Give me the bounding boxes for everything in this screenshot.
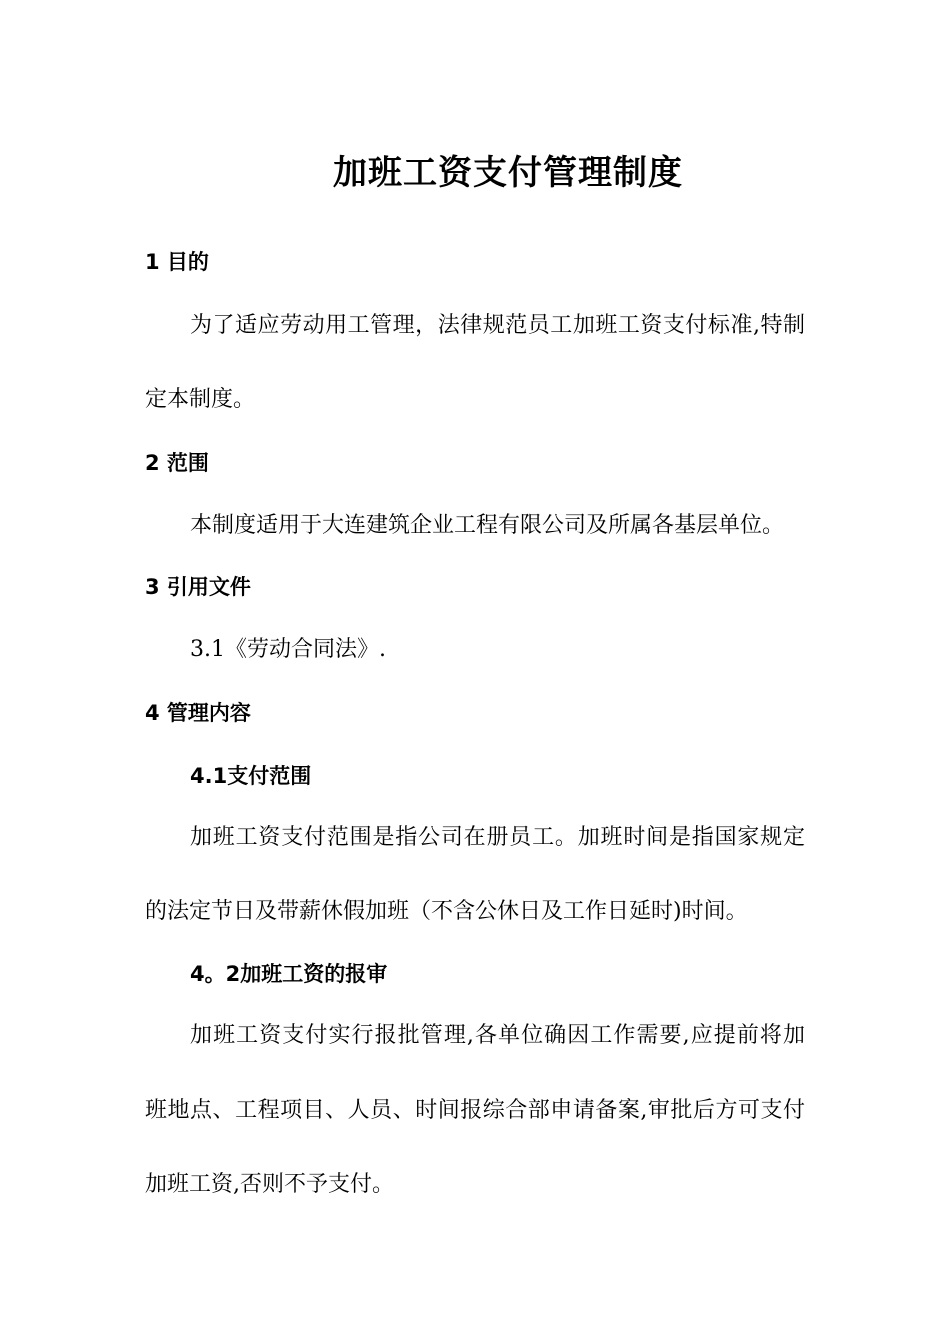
section-1-paragraph-line-2: 定本制度。 (145, 387, 256, 412)
section-2-heading: 2 范围 (145, 451, 209, 475)
section-4-1-heading: 4.1支付范围 (190, 764, 312, 788)
section-4-heading: 4 管理内容 (145, 701, 251, 725)
section-4-2-paragraph-line-2: 班地点、工程项目、人员、时间报综合部申请备案,审批后方可支付 (145, 1098, 805, 1123)
section-4-2-paragraph-line-1: 加班工资支付实行报批管理,各单位确因工作需要,应提前将加 (190, 1023, 805, 1048)
section-1-paragraph-line-1: 为了适应劳动用工管理，法律规范员工加班工资支付标准,特制 (190, 313, 805, 338)
section-4-1-paragraph-line-2: 的法定节日及带薪休假加班（不含公休日及工作日延时)时间。 (145, 899, 748, 924)
section-1-heading: 1 目的 (145, 250, 209, 274)
section-2-paragraph-line-1: 本制度适用于大连建筑企业工程有限公司及所属各基层单位。 (190, 513, 785, 538)
section-3-paragraph-line-1: 3.1《劳动合同法》. (190, 637, 386, 662)
section-4-2-paragraph-line-3: 加班工资,否则不予支付。 (145, 1172, 394, 1197)
section-3-heading: 3 引用文件 (145, 575, 251, 599)
section-4-2-heading: 4。2加班工资的报审 (190, 962, 388, 986)
document-title: 加班工资支付管理制度 (333, 153, 683, 193)
section-4-1-paragraph-line-1: 加班工资支付范围是指公司在册员工。加班时间是指国家规定 (190, 825, 805, 850)
